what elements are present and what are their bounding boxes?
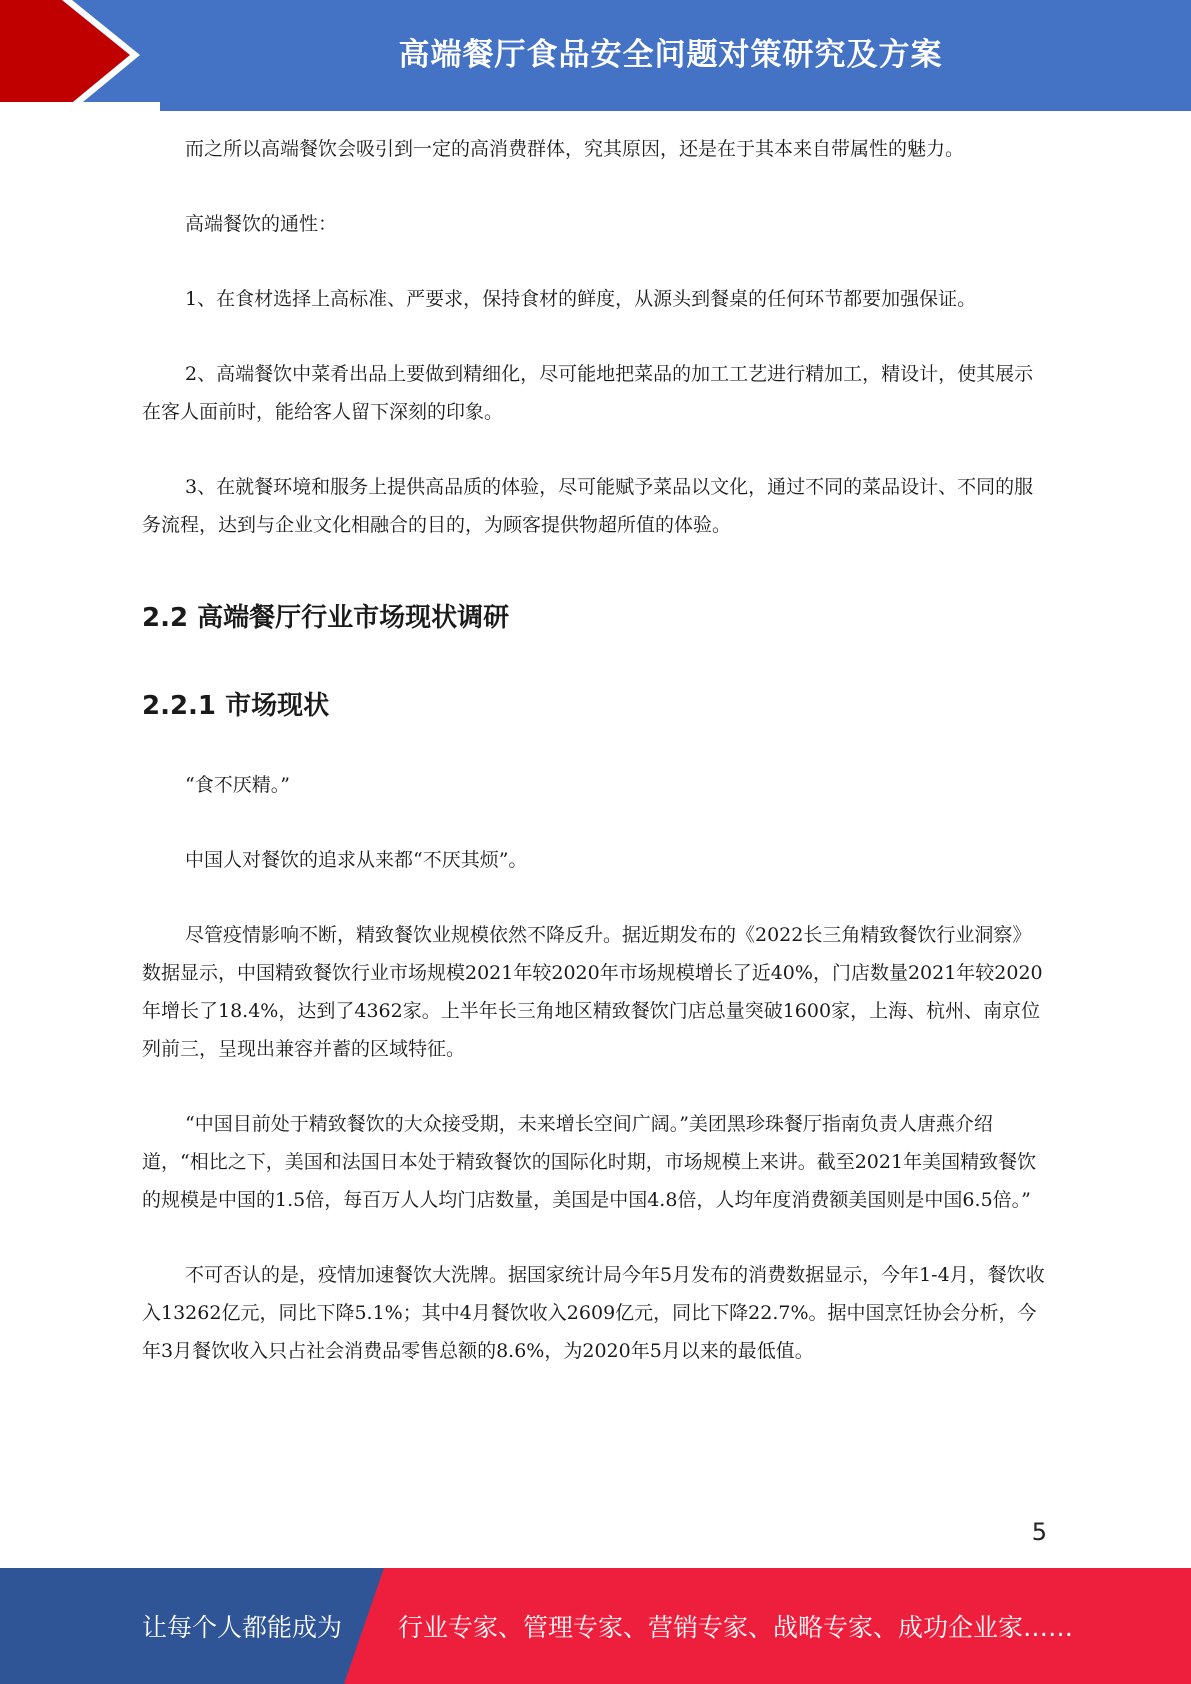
header-arrow-decoration <box>0 0 160 111</box>
section-heading: 2.2 高端餐厅行业市场现状调研 <box>142 603 510 633</box>
subsection-heading: 2.2.1 市场现状 <box>142 691 330 721</box>
list-item: 1、在食材选择上高标准、严要求，保持食材的鲜度，从源头到餐桌的任何环节都要加强保证。 <box>185 288 977 310</box>
paragraph: “中国目前处于精致餐饮的大众接受期，未来增长空间广阔。”美团黑珍珠餐厅指南负责人唐燕介绍道，“相比之下，美国和法国日本处于精致餐饮的国际化时期，市场规模上来讲。截至2021年美国精致餐饮的规模是中国的1.5倍，每百万人人均门店数量，美国是中国4.8倍，人均年度消费额美国则是中国6.5倍。” <box>142 1113 1037 1211</box>
paragraph: “食不厌精。” <box>185 774 290 796</box>
document-body <box>142 130 1047 1407</box>
footer-slogan-right: 行业专家、管理专家、营销专家、战略专家、成功企业家…… <box>398 1613 1074 1642</box>
paragraph: 而之所以高端餐饮会吸引到一定的高消费群体，究其原因，还是在于其本来自带属性的魅力。 <box>185 138 965 160</box>
page-header <box>0 0 1191 111</box>
paragraph: 高端餐饮的通性： <box>185 213 338 235</box>
document-title: 高端餐厅食品安全问题对策研究及方案 <box>398 36 943 73</box>
page-number: 5 <box>1031 1518 1047 1546</box>
footer-slogan-left: 让每个人都能成为 <box>142 1613 343 1642</box>
list-item: 2、高端餐饮中菜肴出品上要做到精细化，尽可能地把菜品的加工工艺进行精加工，精设计，使其展示在客人面前时，能给客人留下深刻的印象。 <box>142 363 1034 423</box>
list-item: 3、在就餐环境和服务上提供高品质的体验，尽可能赋予菜品以文化，通过不同的菜品设计、不同的服务流程，达到与企业文化相融合的目的，为顾客提供物超所值的体验。 <box>142 476 1034 536</box>
page-footer <box>0 1568 1191 1684</box>
paragraph: 中国人对餐饮的追求从来都“不厌其烦”。 <box>185 849 528 871</box>
paragraph: 不可否认的是，疫情加速餐饮大洗牌。据国家统计局今年5月发布的消费数据显示，今年1-4月，餐饮收入13262亿元，同比下降5.1%；其中4月餐饮收入2609亿元，同比下降22.7%。据中国烹饪协会分析，今年3月餐饮收入只占社会消费品零售总额的8.6%，为2020年5月以来的最低值。 <box>142 1264 1045 1362</box>
paragraph: 尽管疫情影响不断，精致餐饮业规模依然不降反升。据近期发布的《2022长三角精致餐饮行业洞察》数据显示，中国精致餐饮行业市场规模2021年较2020年市场规模增长了近40%，门店数量2021年较2020年增长了18.4%，达到了4362家。上半年长三角地区精致餐饮门店总量突破1600家，上海、杭州、南京位列前三，呈现出兼容并蓄的区域特征。 <box>142 924 1043 1060</box>
